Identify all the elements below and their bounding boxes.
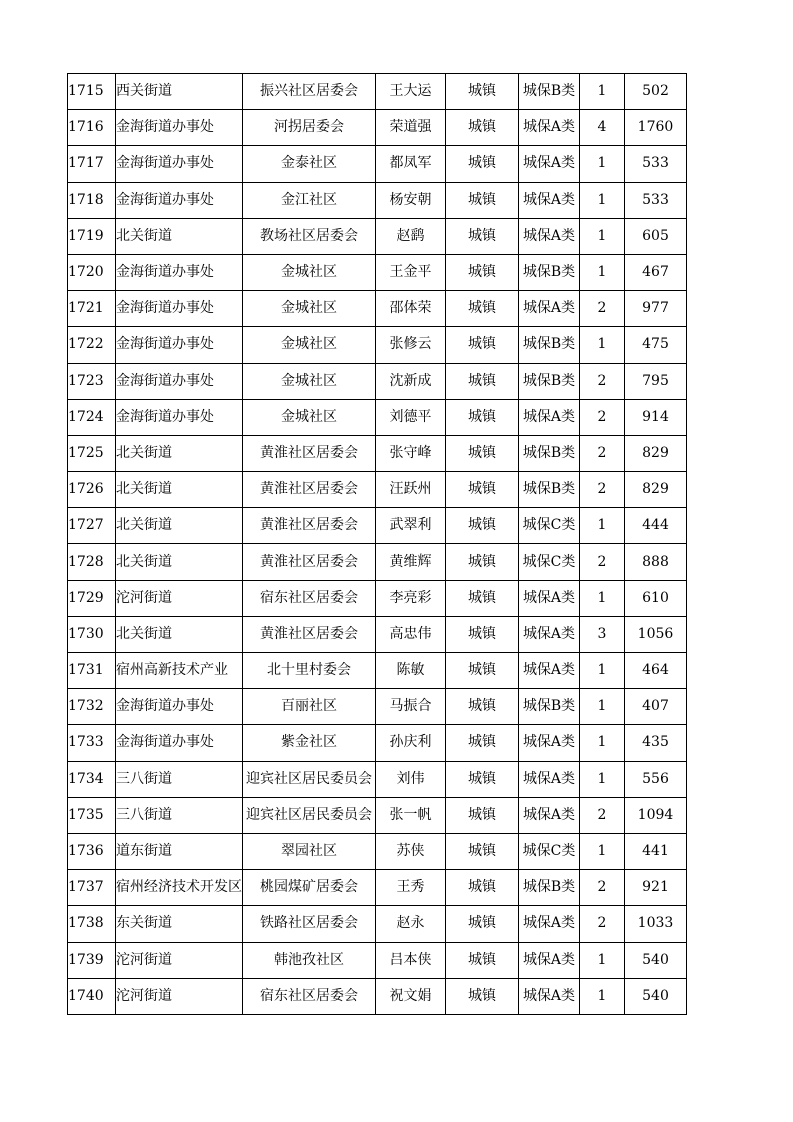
community-cell: 百丽社区 xyxy=(243,689,376,725)
category-cell: 城保C类 xyxy=(519,833,580,869)
name-cell: 荣道强 xyxy=(376,110,446,146)
amount-cell: 475 xyxy=(625,327,687,363)
household-count-cell: 2 xyxy=(580,472,625,508)
street-cell: 北关街道 xyxy=(116,472,243,508)
area-type-cell: 城镇 xyxy=(446,110,519,146)
amount-cell: 533 xyxy=(625,182,687,218)
amount-cell: 914 xyxy=(625,399,687,435)
household-count-cell: 1 xyxy=(580,254,625,290)
table-row xyxy=(68,254,687,290)
area-type-cell: 城镇 xyxy=(446,761,519,797)
table-row xyxy=(68,653,687,689)
community-cell: 黄淮社区居委会 xyxy=(243,616,376,652)
table-row xyxy=(68,797,687,833)
community-cell: 紫金社区 xyxy=(243,725,376,761)
amount-cell: 829 xyxy=(625,435,687,471)
household-count-cell: 4 xyxy=(580,110,625,146)
row-number-cell: 1732 xyxy=(68,689,116,725)
household-count-cell: 2 xyxy=(580,870,625,906)
street-cell: 金海街道办事处 xyxy=(116,327,243,363)
row-number-cell: 1721 xyxy=(68,291,116,327)
street-cell: 金海街道办事处 xyxy=(116,146,243,182)
name-cell: 刘伟 xyxy=(376,761,446,797)
street-cell: 沱河街道 xyxy=(116,580,243,616)
table-row xyxy=(68,399,687,435)
category-cell: 城保C类 xyxy=(519,508,580,544)
area-type-cell: 城镇 xyxy=(446,508,519,544)
household-count-cell: 3 xyxy=(580,616,625,652)
household-count-cell: 1 xyxy=(580,978,625,1014)
street-cell: 金海街道办事处 xyxy=(116,725,243,761)
area-type-cell: 城镇 xyxy=(446,833,519,869)
household-count-cell: 1 xyxy=(580,218,625,254)
area-type-cell: 城镇 xyxy=(446,870,519,906)
category-cell: 城保A类 xyxy=(519,978,580,1014)
community-cell: 金城社区 xyxy=(243,291,376,327)
area-type-cell: 城镇 xyxy=(446,725,519,761)
row-number-cell: 1718 xyxy=(68,182,116,218)
row-number-cell: 1728 xyxy=(68,544,116,580)
row-number-cell: 1737 xyxy=(68,870,116,906)
name-cell: 王秀 xyxy=(376,870,446,906)
household-count-cell: 1 xyxy=(580,833,625,869)
name-cell: 李亮彩 xyxy=(376,580,446,616)
area-type-cell: 城镇 xyxy=(446,580,519,616)
area-type-cell: 城镇 xyxy=(446,327,519,363)
category-cell: 城保B类 xyxy=(519,689,580,725)
name-cell: 高忠伟 xyxy=(376,616,446,652)
street-cell: 沱河街道 xyxy=(116,978,243,1014)
area-type-cell: 城镇 xyxy=(446,689,519,725)
row-number-cell: 1735 xyxy=(68,797,116,833)
row-number-cell: 1729 xyxy=(68,580,116,616)
household-count-cell: 1 xyxy=(580,508,625,544)
street-cell: 宿州经济技术开发区 xyxy=(116,870,243,906)
amount-cell: 540 xyxy=(625,978,687,1014)
table-row xyxy=(68,327,687,363)
row-number-cell: 1740 xyxy=(68,978,116,1014)
name-cell: 祝文娟 xyxy=(376,978,446,1014)
name-cell: 沈新成 xyxy=(376,363,446,399)
community-cell: 桃园煤矿居委会 xyxy=(243,870,376,906)
category-cell: 城保B类 xyxy=(519,870,580,906)
name-cell: 张修云 xyxy=(376,327,446,363)
table-row xyxy=(68,689,687,725)
community-cell: 迎宾社区居民委员会 xyxy=(243,761,376,797)
street-cell: 北关街道 xyxy=(116,435,243,471)
street-cell: 北关街道 xyxy=(116,508,243,544)
table-row xyxy=(68,870,687,906)
amount-cell: 407 xyxy=(625,689,687,725)
category-cell: 城保A类 xyxy=(519,146,580,182)
table-body xyxy=(68,74,687,1015)
community-cell: 黄淮社区居委会 xyxy=(243,435,376,471)
street-cell: 金海街道办事处 xyxy=(116,110,243,146)
row-number-cell: 1727 xyxy=(68,508,116,544)
row-number-cell: 1726 xyxy=(68,472,116,508)
community-cell: 金城社区 xyxy=(243,399,376,435)
household-count-cell: 2 xyxy=(580,291,625,327)
street-cell: 道东街道 xyxy=(116,833,243,869)
row-number-cell: 1725 xyxy=(68,435,116,471)
community-cell: 宿东社区居委会 xyxy=(243,978,376,1014)
street-cell: 金海街道办事处 xyxy=(116,363,243,399)
row-number-cell: 1715 xyxy=(68,74,116,110)
table-row xyxy=(68,544,687,580)
table-row xyxy=(68,363,687,399)
category-cell: 城保A类 xyxy=(519,761,580,797)
street-cell: 北关街道 xyxy=(116,544,243,580)
community-cell: 教场社区居委会 xyxy=(243,218,376,254)
household-count-cell: 1 xyxy=(580,74,625,110)
area-type-cell: 城镇 xyxy=(446,906,519,942)
table-row xyxy=(68,508,687,544)
row-number-cell: 1739 xyxy=(68,942,116,978)
category-cell: 城保B类 xyxy=(519,74,580,110)
community-cell: 金江社区 xyxy=(243,182,376,218)
name-cell: 吕本侠 xyxy=(376,942,446,978)
area-type-cell: 城镇 xyxy=(446,254,519,290)
table-row xyxy=(68,291,687,327)
row-number-cell: 1733 xyxy=(68,725,116,761)
street-cell: 金海街道办事处 xyxy=(116,182,243,218)
community-cell: 铁路社区居委会 xyxy=(243,906,376,942)
category-cell: 城保C类 xyxy=(519,544,580,580)
name-cell: 马振合 xyxy=(376,689,446,725)
community-cell: 黄淮社区居委会 xyxy=(243,544,376,580)
household-count-cell: 1 xyxy=(580,580,625,616)
amount-cell: 977 xyxy=(625,291,687,327)
community-cell: 金城社区 xyxy=(243,254,376,290)
area-type-cell: 城镇 xyxy=(446,942,519,978)
category-cell: 城保A类 xyxy=(519,942,580,978)
table-row xyxy=(68,435,687,471)
row-number-cell: 1722 xyxy=(68,327,116,363)
name-cell: 张一帆 xyxy=(376,797,446,833)
name-cell: 张守峰 xyxy=(376,435,446,471)
amount-cell: 540 xyxy=(625,942,687,978)
amount-cell: 1760 xyxy=(625,110,687,146)
household-count-cell: 2 xyxy=(580,906,625,942)
row-number-cell: 1717 xyxy=(68,146,116,182)
street-cell: 金海街道办事处 xyxy=(116,254,243,290)
name-cell: 杨安朝 xyxy=(376,182,446,218)
amount-cell: 444 xyxy=(625,508,687,544)
area-type-cell: 城镇 xyxy=(446,363,519,399)
community-cell: 翠园社区 xyxy=(243,833,376,869)
area-type-cell: 城镇 xyxy=(446,472,519,508)
name-cell: 王大运 xyxy=(376,74,446,110)
table-row xyxy=(68,761,687,797)
name-cell: 邵体荣 xyxy=(376,291,446,327)
category-cell: 城保A类 xyxy=(519,653,580,689)
community-cell: 迎宾社区居民委员会 xyxy=(243,797,376,833)
household-count-cell: 1 xyxy=(580,689,625,725)
community-cell: 宿东社区居委会 xyxy=(243,580,376,616)
name-cell: 赵鹞 xyxy=(376,218,446,254)
area-type-cell: 城镇 xyxy=(446,182,519,218)
category-cell: 城保B类 xyxy=(519,472,580,508)
category-cell: 城保B类 xyxy=(519,363,580,399)
community-cell: 黄淮社区居委会 xyxy=(243,472,376,508)
amount-cell: 533 xyxy=(625,146,687,182)
table-row xyxy=(68,580,687,616)
table-row xyxy=(68,906,687,942)
row-number-cell: 1724 xyxy=(68,399,116,435)
name-cell: 汪跃州 xyxy=(376,472,446,508)
name-cell: 王金平 xyxy=(376,254,446,290)
category-cell: 城保A类 xyxy=(519,725,580,761)
area-type-cell: 城镇 xyxy=(446,218,519,254)
category-cell: 城保A类 xyxy=(519,616,580,652)
street-cell: 宿州高新技术产业 xyxy=(116,653,243,689)
community-cell: 河拐居委会 xyxy=(243,110,376,146)
street-cell: 三八街道 xyxy=(116,761,243,797)
table-row xyxy=(68,833,687,869)
street-cell: 北关街道 xyxy=(116,218,243,254)
category-cell: 城保A类 xyxy=(519,218,580,254)
row-number-cell: 1720 xyxy=(68,254,116,290)
amount-cell: 1056 xyxy=(625,616,687,652)
area-type-cell: 城镇 xyxy=(446,544,519,580)
table-row xyxy=(68,182,687,218)
row-number-cell: 1731 xyxy=(68,653,116,689)
household-count-cell: 2 xyxy=(580,797,625,833)
street-cell: 三八街道 xyxy=(116,797,243,833)
community-cell: 金泰社区 xyxy=(243,146,376,182)
category-cell: 城保B类 xyxy=(519,327,580,363)
amount-cell: 795 xyxy=(625,363,687,399)
amount-cell: 441 xyxy=(625,833,687,869)
household-count-cell: 1 xyxy=(580,146,625,182)
table-row xyxy=(68,616,687,652)
table-row xyxy=(68,146,687,182)
name-cell: 黄维辉 xyxy=(376,544,446,580)
household-count-cell: 2 xyxy=(580,363,625,399)
name-cell: 孙庆利 xyxy=(376,725,446,761)
data-table xyxy=(67,73,687,1015)
table-row xyxy=(68,942,687,978)
household-count-cell: 1 xyxy=(580,761,625,797)
household-count-cell: 1 xyxy=(580,725,625,761)
category-cell: 城保A类 xyxy=(519,110,580,146)
table-row xyxy=(68,725,687,761)
amount-cell: 1033 xyxy=(625,906,687,942)
category-cell: 城保A类 xyxy=(519,580,580,616)
table-row xyxy=(68,978,687,1014)
name-cell: 赵永 xyxy=(376,906,446,942)
area-type-cell: 城镇 xyxy=(446,74,519,110)
street-cell: 北关街道 xyxy=(116,616,243,652)
community-cell: 黄淮社区居委会 xyxy=(243,508,376,544)
amount-cell: 1094 xyxy=(625,797,687,833)
household-count-cell: 1 xyxy=(580,653,625,689)
table-row xyxy=(68,74,687,110)
street-cell: 金海街道办事处 xyxy=(116,399,243,435)
area-type-cell: 城镇 xyxy=(446,146,519,182)
row-number-cell: 1734 xyxy=(68,761,116,797)
community-cell: 金城社区 xyxy=(243,363,376,399)
amount-cell: 605 xyxy=(625,218,687,254)
household-count-cell: 1 xyxy=(580,942,625,978)
household-count-cell: 1 xyxy=(580,327,625,363)
amount-cell: 888 xyxy=(625,544,687,580)
area-type-cell: 城镇 xyxy=(446,978,519,1014)
household-count-cell: 2 xyxy=(580,544,625,580)
area-type-cell: 城镇 xyxy=(446,435,519,471)
category-cell: 城保B类 xyxy=(519,435,580,471)
area-type-cell: 城镇 xyxy=(446,616,519,652)
category-cell: 城保A类 xyxy=(519,399,580,435)
row-number-cell: 1738 xyxy=(68,906,116,942)
table-row xyxy=(68,110,687,146)
name-cell: 都凤军 xyxy=(376,146,446,182)
category-cell: 城保B类 xyxy=(519,254,580,290)
household-count-cell: 2 xyxy=(580,435,625,471)
category-cell: 城保A类 xyxy=(519,182,580,218)
name-cell: 刘德平 xyxy=(376,399,446,435)
area-type-cell: 城镇 xyxy=(446,399,519,435)
community-cell: 韩池孜社区 xyxy=(243,942,376,978)
street-cell: 东关街道 xyxy=(116,906,243,942)
amount-cell: 464 xyxy=(625,653,687,689)
name-cell: 武翠利 xyxy=(376,508,446,544)
category-cell: 城保A类 xyxy=(519,906,580,942)
row-number-cell: 1730 xyxy=(68,616,116,652)
table-row xyxy=(68,218,687,254)
category-cell: 城保A类 xyxy=(519,797,580,833)
category-cell: 城保A类 xyxy=(519,291,580,327)
name-cell: 苏侠 xyxy=(376,833,446,869)
amount-cell: 435 xyxy=(625,725,687,761)
household-count-cell: 2 xyxy=(580,399,625,435)
household-count-cell: 1 xyxy=(580,182,625,218)
street-cell: 沱河街道 xyxy=(116,942,243,978)
amount-cell: 610 xyxy=(625,580,687,616)
amount-cell: 829 xyxy=(625,472,687,508)
amount-cell: 556 xyxy=(625,761,687,797)
table-row xyxy=(68,472,687,508)
name-cell: 陈敏 xyxy=(376,653,446,689)
street-cell: 西关街道 xyxy=(116,74,243,110)
row-number-cell: 1723 xyxy=(68,363,116,399)
amount-cell: 921 xyxy=(625,870,687,906)
community-cell: 金城社区 xyxy=(243,327,376,363)
amount-cell: 467 xyxy=(625,254,687,290)
street-cell: 金海街道办事处 xyxy=(116,689,243,725)
row-number-cell: 1736 xyxy=(68,833,116,869)
area-type-cell: 城镇 xyxy=(446,291,519,327)
row-number-cell: 1719 xyxy=(68,218,116,254)
community-cell: 振兴社区居委会 xyxy=(243,74,376,110)
community-cell: 北十里村委会 xyxy=(243,653,376,689)
area-type-cell: 城镇 xyxy=(446,797,519,833)
amount-cell: 502 xyxy=(625,74,687,110)
row-number-cell: 1716 xyxy=(68,110,116,146)
street-cell: 金海街道办事处 xyxy=(116,291,243,327)
area-type-cell: 城镇 xyxy=(446,653,519,689)
